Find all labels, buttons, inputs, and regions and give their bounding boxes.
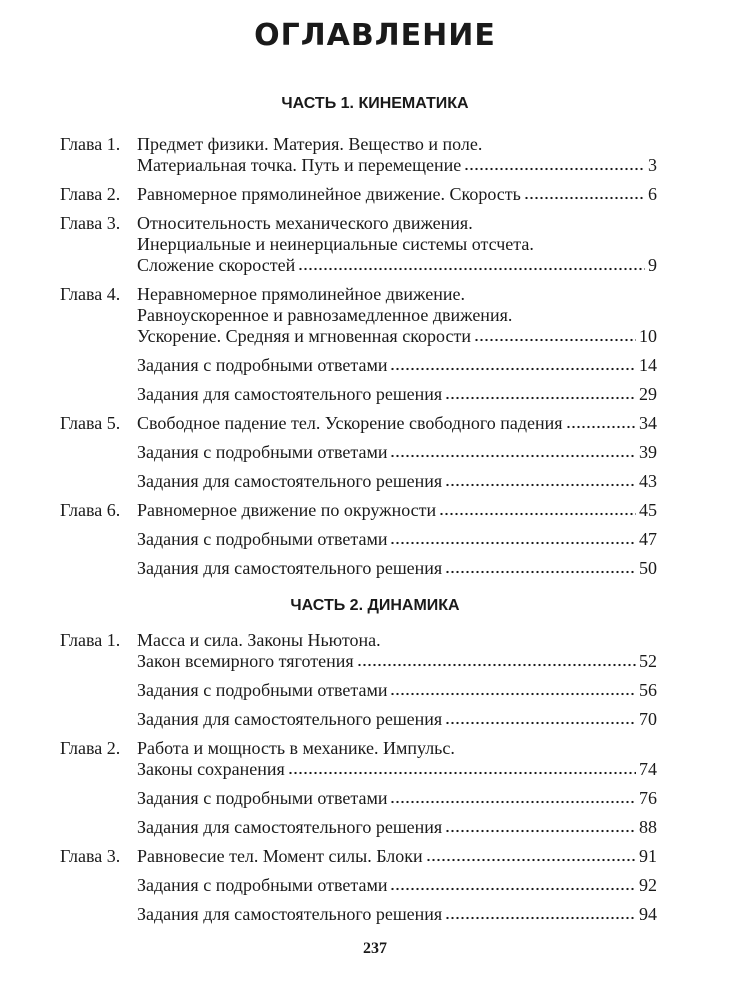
entry-line: Закон всемирного тяготения <box>137 651 354 671</box>
entry-line: Задания для самостоятельного решения <box>137 709 443 729</box>
entry-body <box>137 875 657 896</box>
entry-line: Материальная точка. Путь и перемещение <box>137 155 462 175</box>
page-ref: 50 <box>639 558 657 578</box>
entry-body <box>137 213 657 276</box>
entry-body <box>137 680 657 701</box>
entry-body <box>137 355 657 376</box>
entry-body <box>137 442 657 463</box>
toc-entry <box>60 680 657 701</box>
toc-entry <box>60 355 657 376</box>
page-ref: 52 <box>639 651 657 671</box>
entry-body <box>137 788 657 809</box>
chapter-label <box>60 788 137 809</box>
entry-last-line <box>137 255 657 276</box>
toc-entry <box>60 384 657 405</box>
part-2-heading: ЧАСТЬ 2. ДИНАМИКА <box>290 597 460 614</box>
page-ref: 56 <box>639 680 657 700</box>
dot-leader <box>390 367 636 371</box>
dot-leader <box>445 829 636 833</box>
entry-line: Задания с подробными ответами <box>137 680 388 700</box>
chapter-label <box>60 529 137 550</box>
chapter-label <box>60 355 137 376</box>
dot-leader <box>426 858 636 862</box>
toc-entry <box>60 284 657 347</box>
part-1-heading: ЧАСТЬ 1. КИНЕМАТИКА <box>281 95 469 112</box>
entry-body <box>137 184 657 205</box>
entry-body <box>137 630 657 672</box>
entry-body <box>137 284 657 347</box>
entry-line: Ускорение. Средняя и мгновенная скорости <box>137 326 471 346</box>
entry-last-line <box>137 651 657 672</box>
dot-leader <box>445 916 636 920</box>
page-ref: 94 <box>639 904 657 924</box>
chapter-label <box>60 709 137 730</box>
toc-entry <box>60 471 657 492</box>
entry-line: Относительность механического движения. <box>137 213 473 233</box>
entry-line: Работа и мощность в механике. Импульс. <box>137 738 455 758</box>
entry-last-line <box>137 355 657 376</box>
page-ref: 6 <box>648 184 657 204</box>
entry-line: Равномерное движение по окружности <box>137 500 437 520</box>
entry-line: Неравномерное прямолинейное движение. <box>137 284 465 304</box>
toc-entry <box>60 875 657 896</box>
toc-entry <box>60 500 657 521</box>
page-ref: 9 <box>648 255 657 275</box>
dot-leader <box>288 771 636 775</box>
dot-leader <box>390 692 636 696</box>
entry-line: Законы сохранения <box>137 759 285 779</box>
page-ref: 70 <box>639 709 657 729</box>
entry-last-line <box>137 558 657 579</box>
page-ref: 39 <box>639 442 657 462</box>
entry-last-line <box>137 680 657 701</box>
page-title: ОГЛАВЛЕНИЕ <box>254 18 496 53</box>
dot-leader <box>439 512 636 516</box>
page-ref: 74 <box>639 759 657 779</box>
entry-body <box>137 384 657 405</box>
toc-entry <box>60 738 657 780</box>
page-ref: 76 <box>639 788 657 808</box>
entry-line: Равновесие тел. Момент силы. Блоки <box>137 846 423 866</box>
dot-leader <box>566 425 636 429</box>
entry-last-line <box>137 442 657 463</box>
page-number: 237 <box>363 940 387 957</box>
chapter-label: Глава 3. <box>60 213 121 233</box>
entry-line: Задания с подробными ответами <box>137 788 388 808</box>
dot-leader <box>390 887 636 891</box>
chapter-label <box>60 384 137 405</box>
dot-leader <box>524 196 645 200</box>
page-ref: 88 <box>639 817 657 837</box>
chapter-label <box>60 558 137 579</box>
toc-entry <box>60 630 657 672</box>
dot-leader <box>390 454 636 458</box>
entry-body <box>137 846 657 867</box>
entry-last-line <box>137 759 657 780</box>
dot-leader <box>474 338 636 342</box>
entry-line: Сложение скоростей <box>137 255 296 275</box>
entry-last-line <box>137 875 657 896</box>
entry-last-line <box>137 846 657 867</box>
toc-entry <box>60 846 657 867</box>
chapter-label <box>60 442 137 463</box>
dot-leader <box>445 721 636 725</box>
page-ref: 10 <box>639 326 657 346</box>
page-ref: 14 <box>639 355 657 375</box>
entry-last-line <box>137 788 657 809</box>
entry-body <box>137 134 657 176</box>
entry-line: Инерциальные и неинерциальные системы отсчета. <box>137 234 534 254</box>
entry-line: Задания с подробными ответами <box>137 442 388 462</box>
chapter-label: Глава 1. <box>60 134 121 154</box>
dot-leader <box>445 483 636 487</box>
chapter-label <box>60 875 137 896</box>
chapter-label: Глава 3. <box>60 846 121 866</box>
dot-leader <box>445 570 636 574</box>
entry-last-line <box>137 817 657 838</box>
chapter-label: Глава 5. <box>60 413 121 433</box>
chapter-label: Глава 2. <box>60 184 121 204</box>
entry-line: Предмет физики. Материя. Вещество и поле. <box>137 134 483 154</box>
entry-body <box>137 471 657 492</box>
page-ref: 45 <box>639 500 657 520</box>
entry-body <box>137 529 657 550</box>
entry-last-line <box>137 413 657 434</box>
toc-entry <box>60 529 657 550</box>
part-2-toc <box>60 630 657 925</box>
page-ref: 43 <box>639 471 657 491</box>
entry-body <box>137 904 657 925</box>
entry-line: Задания с подробными ответами <box>137 355 388 375</box>
toc-entry <box>60 442 657 463</box>
entry-last-line <box>137 904 657 925</box>
entry-body <box>137 500 657 521</box>
toc-entry <box>60 213 657 276</box>
dot-leader <box>357 663 636 667</box>
entry-body <box>137 413 657 434</box>
page-ref: 92 <box>639 875 657 895</box>
entry-last-line <box>137 326 657 347</box>
toc-entry <box>60 788 657 809</box>
toc-entry <box>60 134 657 176</box>
dot-leader <box>390 541 636 545</box>
chapter-label <box>60 817 137 838</box>
toc-entry <box>60 904 657 925</box>
toc-entry <box>60 709 657 730</box>
entry-body <box>137 709 657 730</box>
toc-entry <box>60 184 657 205</box>
chapter-label <box>60 680 137 701</box>
toc-entry <box>60 817 657 838</box>
entry-last-line <box>137 709 657 730</box>
entry-line: Задания с подробными ответами <box>137 875 388 895</box>
entry-line: Задания для самостоятельного решения <box>137 904 443 924</box>
entry-line: Задания для самостоятельного решения <box>137 817 443 837</box>
entry-line: Масса и сила. Законы Ньютона. <box>137 630 381 650</box>
entry-last-line <box>137 184 657 205</box>
entry-last-line <box>137 384 657 405</box>
chapter-label: Глава 2. <box>60 738 121 758</box>
chapter-label <box>60 471 137 492</box>
chapter-label: Глава 1. <box>60 630 121 650</box>
toc-entry <box>60 413 657 434</box>
entry-line: Задания для самостоятельного решения <box>137 471 443 491</box>
toc-entry <box>60 558 657 579</box>
entry-line: Равноускоренное и равнозамедленное движения. <box>137 305 513 325</box>
entry-line: Равномерное прямолинейное движение. Скорость <box>137 184 521 204</box>
page-ref: 34 <box>639 413 657 433</box>
part-1-toc <box>60 134 657 579</box>
entry-last-line <box>137 500 657 521</box>
entry-body <box>137 558 657 579</box>
entry-last-line <box>137 471 657 492</box>
entry-line: Задания для самостоятельного решения <box>137 558 443 578</box>
entry-last-line <box>137 155 657 176</box>
page-ref: 3 <box>648 155 657 175</box>
page-ref: 47 <box>639 529 657 549</box>
chapter-label: Глава 4. <box>60 284 121 304</box>
entry-line: Задания с подробными ответами <box>137 529 388 549</box>
chapter-label: Глава 6. <box>60 500 121 520</box>
entry-last-line <box>137 529 657 550</box>
entry-body <box>137 738 657 780</box>
entry-line: Свободное падение тел. Ускорение свободного падения <box>137 413 563 433</box>
dot-leader <box>445 396 636 400</box>
page-ref: 91 <box>639 846 657 866</box>
dot-leader <box>464 167 645 171</box>
entry-body <box>137 817 657 838</box>
page-ref: 29 <box>639 384 657 404</box>
entry-line: Задания для самостоятельного решения <box>137 384 443 404</box>
dot-leader <box>298 267 645 271</box>
dot-leader <box>390 800 636 804</box>
chapter-label <box>60 904 137 925</box>
